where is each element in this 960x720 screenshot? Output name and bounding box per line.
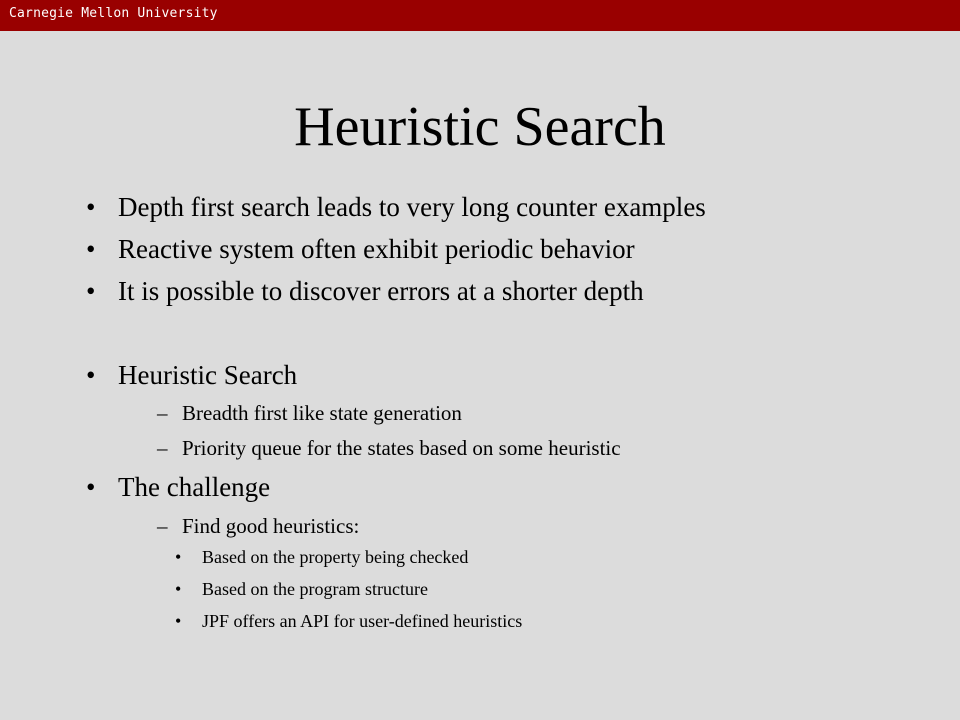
sub-sub-bullet-text: Based on the program structure <box>202 579 428 599</box>
bullet-marker: • <box>175 611 182 631</box>
sub-bullet-text: Find good heuristics: <box>182 514 360 538</box>
dash-marker: – <box>157 401 168 425</box>
bullet-marker: • <box>86 192 96 222</box>
sub-sub-bullet-text: JPF offers an API for user-defined heuristics <box>202 611 523 631</box>
sub-bullet-text: Breadth first like state generation <box>182 401 462 425</box>
bullet-marker: • <box>175 547 182 567</box>
institution-label: Carnegie Mellon University <box>9 6 218 21</box>
bullet-text: The challenge <box>118 472 271 502</box>
bullet-text: Heuristic Search <box>118 360 298 390</box>
bullet-text: Depth first search leads to very long counter examples <box>118 192 706 222</box>
sub-sub-bullet-text: Based on the property being checked <box>202 547 469 567</box>
bullet-marker: • <box>86 472 96 502</box>
slide-title: Heuristic Search <box>294 96 666 158</box>
bullet-marker: • <box>86 276 96 306</box>
dash-marker: – <box>157 436 168 460</box>
bullet-marker: • <box>175 579 182 599</box>
bullet-marker: • <box>86 360 96 390</box>
bullet-marker: • <box>86 234 96 264</box>
dash-marker: – <box>157 514 168 538</box>
sub-bullet-text: Priority queue for the states based on some heuristic <box>182 436 621 460</box>
bullet-text: Reactive system often exhibit periodic behavior <box>118 234 635 264</box>
header-bar <box>0 0 960 31</box>
bullet-text: It is possible to discover errors at a shorter depth <box>118 276 644 306</box>
